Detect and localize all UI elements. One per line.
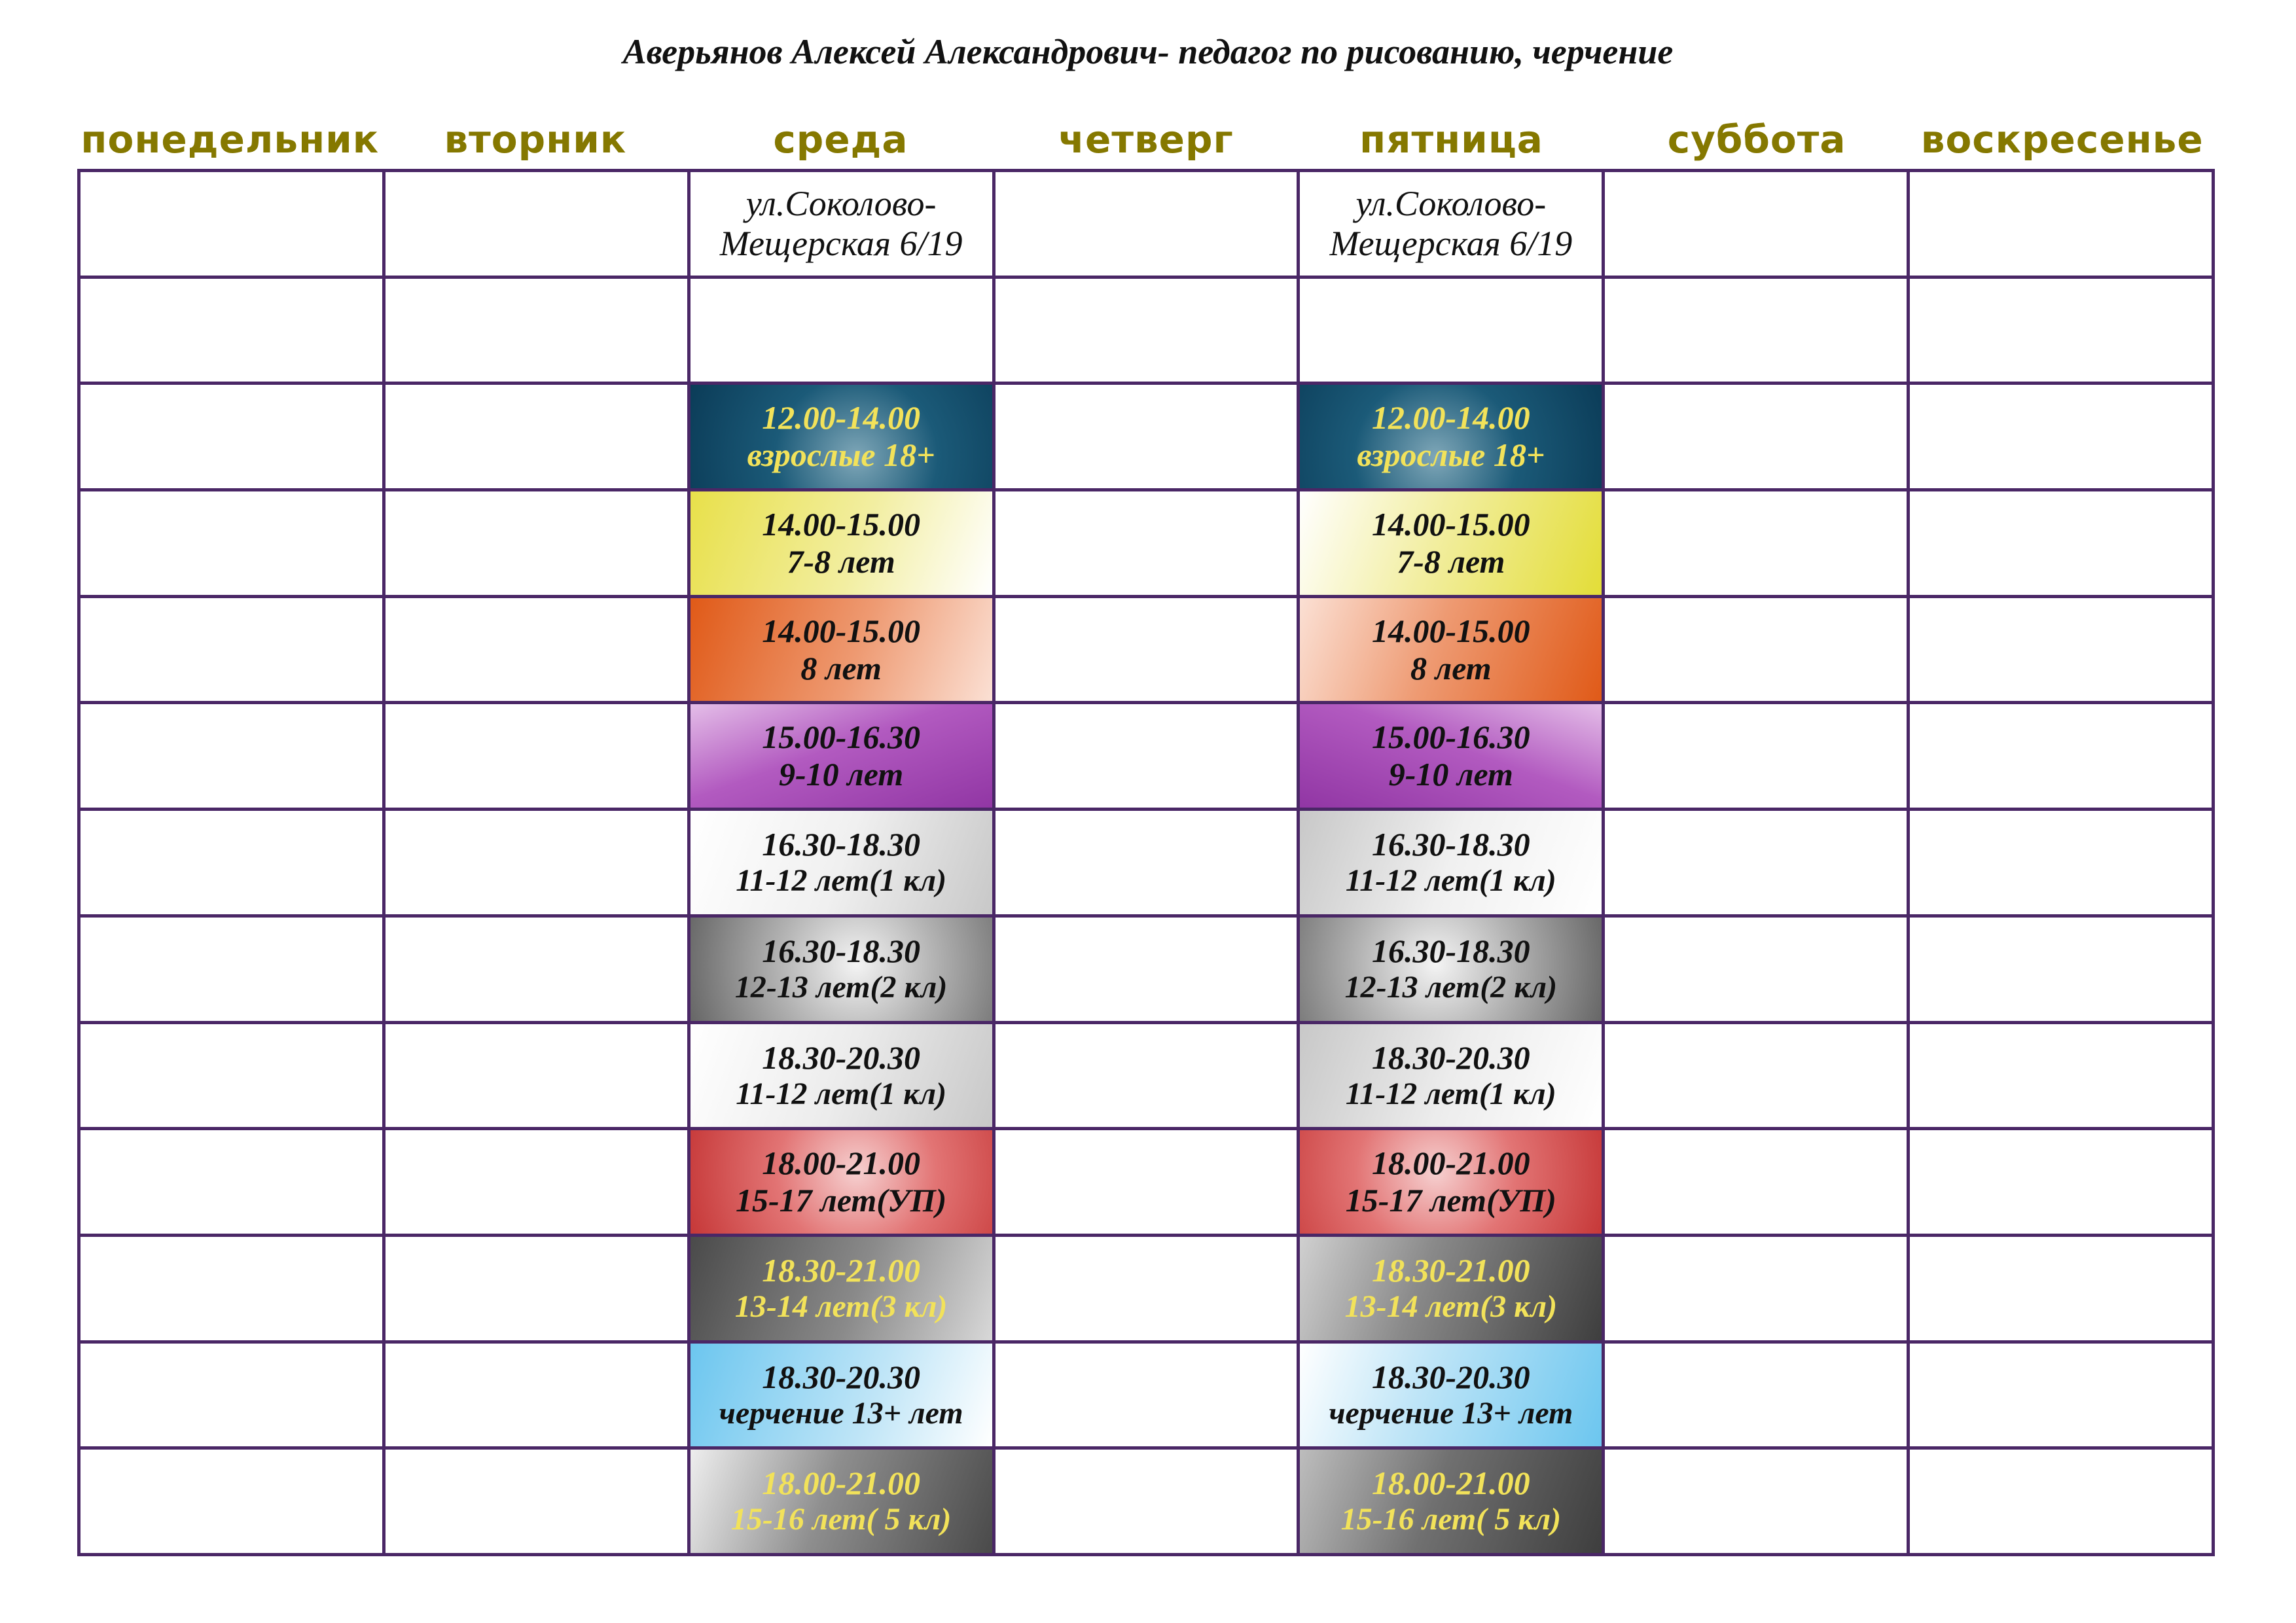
class-slot-text — [762, 719, 920, 793]
empty-cell-thursday — [996, 1024, 1300, 1131]
class-group: черчение 13+ лет — [719, 1395, 963, 1431]
class-group: 11-12 лет(1 кл) — [736, 863, 947, 899]
class-group: 15-17 лет(УП) — [736, 1182, 947, 1219]
weekday-header-row — [77, 110, 2215, 169]
class-slot-text — [1372, 613, 1530, 687]
class-group: взрослые 18+ — [747, 437, 935, 474]
class-slot-wednesday — [691, 1344, 996, 1450]
empty-cell-sunday — [1910, 811, 2215, 918]
class-time: 15.00-16.30 — [762, 719, 920, 756]
class-slot-text — [736, 1039, 946, 1113]
class-slot-text — [736, 1145, 946, 1219]
class-slot-friday — [1300, 491, 1605, 598]
day-saturday: суббота — [1667, 117, 1846, 162]
empty-cell-friday — [1300, 279, 1605, 385]
class-slot-text — [1345, 933, 1558, 1006]
class-time: 16.30-18.30 — [762, 826, 920, 863]
class-slot-friday — [1300, 1130, 1605, 1237]
address-line: Мещерская 6/19 — [1329, 223, 1573, 263]
empty-cell-monday — [81, 1130, 386, 1237]
class-slot-text — [736, 826, 946, 899]
empty-cell-wednesday — [691, 279, 996, 385]
class-slot-wednesday — [691, 1130, 996, 1237]
empty-cell-sunday — [1910, 385, 2215, 491]
class-slot-text — [1346, 1145, 1556, 1219]
class-slot-friday — [1300, 918, 1605, 1024]
class-slot-wednesday — [691, 1450, 996, 1556]
empty-cell-sunday — [1910, 704, 2215, 811]
class-slot-text — [1329, 1359, 1573, 1432]
class-slot-wednesday — [691, 1237, 996, 1344]
schedule-grid — [77, 169, 2215, 1556]
empty-cell-tuesday — [386, 1024, 691, 1131]
class-group: 8 лет — [1410, 649, 1492, 687]
class-time: 14.00-15.00 — [762, 612, 920, 649]
empty-cell-sunday — [1910, 1237, 2215, 1344]
empty-cell-saturday — [1605, 1130, 1910, 1237]
class-slot-text — [735, 933, 948, 1006]
day-tuesday: вторник — [444, 117, 627, 162]
class-time: 18.00-21.00 — [1372, 1465, 1530, 1502]
empty-cell-thursday — [996, 811, 1300, 918]
empty-cell-monday — [81, 598, 386, 705]
class-slot-text — [1341, 1465, 1562, 1538]
empty-cell-sunday — [1910, 1024, 2215, 1131]
empty-cell-tuesday — [386, 172, 691, 279]
class-slot-text — [1346, 826, 1556, 899]
empty-cell-monday — [81, 1237, 386, 1344]
class-slot-friday — [1300, 1344, 1605, 1450]
class-slot-friday — [1300, 1237, 1605, 1344]
class-slot-friday — [1300, 598, 1605, 705]
class-time: 16.30-18.30 — [1372, 826, 1530, 863]
empty-cell-sunday — [1910, 918, 2215, 1024]
class-slot-text — [719, 1359, 963, 1432]
day-sunday: воскресенье — [1920, 117, 2204, 162]
empty-cell-saturday — [1605, 1344, 1910, 1450]
empty-cell-monday — [81, 704, 386, 811]
empty-cell-monday — [81, 491, 386, 598]
empty-cell-tuesday — [386, 1130, 691, 1237]
empty-cell-saturday — [1605, 598, 1910, 705]
empty-cell-thursday — [996, 385, 1300, 491]
class-slot-text — [1345, 1252, 1558, 1325]
class-group: взрослые 18+ — [1357, 437, 1545, 474]
empty-cell-sunday — [1910, 1450, 2215, 1556]
empty-cell-tuesday — [386, 811, 691, 918]
empty-cell-thursday — [996, 598, 1300, 705]
address-line: ул.Соколово- — [1355, 184, 1547, 224]
empty-cell-thursday — [996, 1237, 1300, 1344]
address-cell-friday — [1300, 172, 1605, 279]
class-group: 7-8 лет — [787, 543, 895, 580]
class-slot-friday — [1300, 1450, 1605, 1556]
class-slot-wednesday — [691, 918, 996, 1024]
class-slot-wednesday — [691, 1024, 996, 1131]
class-slot-text — [762, 613, 920, 687]
empty-cell-monday — [81, 385, 386, 491]
empty-cell-tuesday — [386, 279, 691, 385]
class-group: 11-12 лет(1 кл) — [1345, 1076, 1556, 1111]
empty-cell-thursday — [996, 1130, 1300, 1237]
class-slot-wednesday — [691, 811, 996, 918]
empty-cell-sunday — [1910, 172, 2215, 279]
class-group: черчение 13+ лет — [1329, 1395, 1573, 1431]
class-slot-wednesday — [691, 704, 996, 811]
class-time: 14.00-15.00 — [762, 505, 920, 543]
class-slot-wednesday — [691, 491, 996, 598]
address-text — [1329, 184, 1572, 263]
address-line: Мещерская 6/19 — [719, 223, 963, 263]
empty-cell-saturday — [1605, 1024, 1910, 1131]
class-time: 18.30-21.00 — [762, 1251, 920, 1289]
empty-cell-sunday — [1910, 1130, 2215, 1237]
class-time: 12.00-14.00 — [762, 399, 920, 437]
class-slot-text — [762, 506, 920, 580]
class-slot-wednesday — [691, 385, 996, 491]
class-time: 18.00-21.00 — [1372, 1145, 1530, 1182]
empty-cell-saturday — [1605, 918, 1910, 1024]
schedule-title: Аверьянов Алексей Александрович- педагог по рисованию, черчение — [622, 32, 1674, 71]
class-slot-friday — [1300, 1024, 1605, 1131]
empty-cell-thursday — [996, 1344, 1300, 1450]
empty-cell-monday — [81, 279, 386, 385]
empty-cell-sunday — [1910, 279, 2215, 385]
empty-cell-monday — [81, 1450, 386, 1556]
empty-cell-thursday — [996, 704, 1300, 811]
empty-cell-saturday — [1605, 279, 1910, 385]
class-time: 14.00-15.00 — [1372, 505, 1530, 543]
class-time: 18.00-21.00 — [762, 1465, 920, 1502]
class-slot-text — [1346, 1039, 1556, 1113]
address-line: ул.Соколово- — [745, 184, 937, 224]
class-group: 15-16 лет( 5 кл) — [730, 1502, 952, 1537]
class-group: 15-17 лет(УП) — [1345, 1182, 1556, 1219]
empty-cell-saturday — [1605, 1450, 1910, 1556]
day-friday: пятница — [1359, 117, 1543, 162]
empty-cell-saturday — [1605, 811, 1910, 918]
class-group: 9-10 лет — [1388, 756, 1513, 793]
address-text — [720, 184, 963, 263]
empty-cell-saturday — [1605, 704, 1910, 811]
class-time: 16.30-18.30 — [1372, 932, 1530, 969]
class-slot-friday — [1300, 385, 1605, 491]
empty-cell-thursday — [996, 1450, 1300, 1556]
empty-cell-tuesday — [386, 385, 691, 491]
empty-cell-saturday — [1605, 385, 1910, 491]
empty-cell-thursday — [996, 918, 1300, 1024]
empty-cell-saturday — [1605, 1237, 1910, 1344]
empty-cell-monday — [81, 918, 386, 1024]
class-time: 12.00-14.00 — [1372, 399, 1530, 437]
empty-cell-tuesday — [386, 1237, 691, 1344]
class-slot-friday — [1300, 704, 1605, 811]
class-group: 11-12 лет(1 кл) — [736, 1076, 947, 1111]
empty-cell-tuesday — [386, 918, 691, 1024]
empty-cell-thursday — [996, 491, 1300, 598]
empty-cell-sunday — [1910, 491, 2215, 598]
empty-cell-sunday — [1910, 1344, 2215, 1450]
class-group: 11-12 лет(1 кл) — [1345, 863, 1556, 899]
class-slot-friday — [1300, 811, 1605, 918]
class-slot-text — [735, 1252, 948, 1325]
empty-cell-tuesday — [386, 1344, 691, 1450]
class-group: 15-16 лет( 5 кл) — [1340, 1502, 1562, 1537]
class-time: 18.30-20.30 — [762, 1358, 920, 1395]
class-group: 12-13 лет(2 кл) — [734, 969, 948, 1005]
class-group: 9-10 лет — [779, 756, 904, 793]
class-time: 18.30-20.30 — [762, 1039, 920, 1076]
empty-cell-tuesday — [386, 704, 691, 811]
address-cell-wednesday — [691, 172, 996, 279]
empty-cell-tuesday — [386, 1450, 691, 1556]
class-group: 13-14 лет(3 кл) — [734, 1289, 948, 1324]
class-time: 18.30-20.30 — [1372, 1358, 1530, 1395]
empty-cell-saturday — [1605, 491, 1910, 598]
class-group: 7-8 лет — [1397, 543, 1505, 580]
empty-cell-monday — [81, 811, 386, 918]
class-time: 18.00-21.00 — [762, 1145, 920, 1182]
class-time: 18.30-20.30 — [1372, 1039, 1530, 1076]
empty-cell-monday — [81, 172, 386, 279]
class-slot-text — [747, 399, 935, 474]
day-wednesday: среда — [773, 117, 908, 162]
empty-cell-thursday — [996, 172, 1300, 279]
class-slot-text — [1372, 719, 1530, 793]
day-monday: понедельник — [81, 117, 380, 162]
empty-cell-tuesday — [386, 598, 691, 705]
empty-cell-monday — [81, 1344, 386, 1450]
class-time: 16.30-18.30 — [762, 932, 920, 969]
empty-cell-monday — [81, 1024, 386, 1131]
empty-cell-sunday — [1910, 598, 2215, 705]
class-slot-text — [1357, 399, 1545, 474]
empty-cell-thursday — [996, 279, 1300, 385]
class-slot-text — [731, 1465, 952, 1538]
class-slot-text — [1372, 506, 1530, 580]
class-time: 14.00-15.00 — [1372, 612, 1530, 649]
empty-cell-saturday — [1605, 172, 1910, 279]
class-time: 18.30-21.00 — [1372, 1251, 1530, 1289]
empty-cell-tuesday — [386, 491, 691, 598]
class-group: 13-14 лет(3 кл) — [1344, 1289, 1558, 1324]
class-group: 8 лет — [800, 649, 882, 687]
day-thursday: четверг — [1058, 117, 1234, 162]
class-group: 12-13 лет(2 кл) — [1344, 969, 1558, 1005]
class-slot-wednesday — [691, 598, 996, 705]
class-time: 15.00-16.30 — [1372, 719, 1530, 756]
